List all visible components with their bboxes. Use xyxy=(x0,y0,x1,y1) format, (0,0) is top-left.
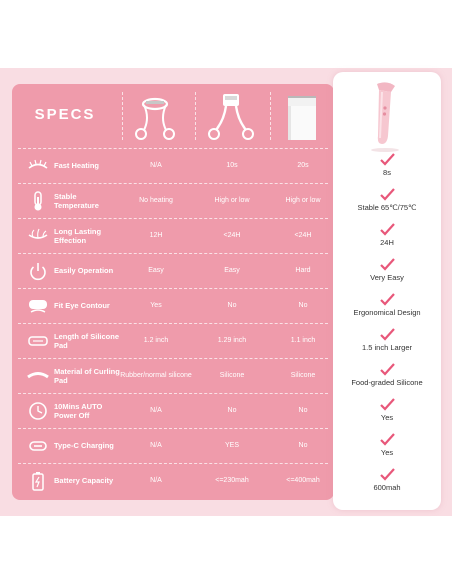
check-icon xyxy=(379,397,395,411)
row-label: Battery Capacity xyxy=(54,476,114,485)
table-cell: Rubber/normal silicone xyxy=(120,371,192,379)
check-icon xyxy=(379,327,395,341)
check-icon xyxy=(379,187,395,201)
table-cell: High or low xyxy=(214,196,250,204)
featured-row xyxy=(333,362,441,397)
column-divider xyxy=(195,92,196,140)
table-row xyxy=(12,358,334,393)
table-cell: <24H xyxy=(223,231,241,239)
table-cell: 1.2 inch xyxy=(143,336,169,344)
specs-heading: SPECS xyxy=(34,106,96,123)
featured-row xyxy=(333,467,441,502)
featured-row xyxy=(333,187,441,222)
table-cell: No xyxy=(227,406,237,414)
row-label: Type-C Charging xyxy=(54,441,114,450)
featured-value: 1.5 inch Larger xyxy=(361,343,413,352)
manual-curler-image xyxy=(124,90,186,144)
table-cell: <24H xyxy=(294,231,312,239)
table-row xyxy=(12,463,334,498)
row-label: Material of Curling Pad xyxy=(54,366,120,385)
table-cell: YES xyxy=(224,441,239,449)
row-label: Fit Eye Contour xyxy=(54,301,110,310)
table-cell: N/A xyxy=(150,406,162,414)
table-cell: High or low xyxy=(285,196,321,204)
check-icon xyxy=(379,292,395,306)
table-cell: 10s xyxy=(226,161,238,169)
table-cell: Easy xyxy=(148,266,164,274)
table-cell: 1.1 inch xyxy=(290,336,316,344)
usb-c-icon xyxy=(26,436,50,456)
featured-row xyxy=(333,222,441,257)
table-cell: No xyxy=(298,441,308,449)
row-label: 10Mins AUTO Power Off xyxy=(54,401,103,420)
row-label: Stable Temperature xyxy=(54,191,99,210)
table-row xyxy=(12,323,334,358)
featured-value: 8s xyxy=(383,168,391,177)
auto-off-icon xyxy=(26,401,50,421)
check-icon xyxy=(379,222,395,236)
featured-row xyxy=(333,152,441,187)
eye-contour-icon xyxy=(26,296,50,316)
pad-curler-image xyxy=(200,90,262,144)
table-cell: Silicone xyxy=(290,371,316,379)
table-header xyxy=(12,84,334,148)
featured-row xyxy=(333,292,441,327)
table-cell: Silicone xyxy=(219,371,245,379)
table-cell: Easy xyxy=(224,266,240,274)
table-row xyxy=(12,253,334,288)
table-cell: No xyxy=(298,301,308,309)
check-icon xyxy=(379,362,395,376)
eyelash-icon xyxy=(26,156,50,176)
thermometer-icon xyxy=(26,191,50,211)
table-cell: N/A xyxy=(150,441,162,449)
top-band xyxy=(0,0,452,68)
table-cell: 20s xyxy=(297,161,309,169)
power-button-icon xyxy=(26,261,50,281)
featured-row xyxy=(333,432,441,467)
row-label: Fast Heating xyxy=(54,161,100,170)
featured-value: Very Easy xyxy=(370,273,404,282)
check-icon xyxy=(379,432,395,446)
featured-row xyxy=(333,397,441,432)
bottom-band xyxy=(0,516,452,584)
column-divider xyxy=(270,92,271,140)
table-cell: Yes xyxy=(150,301,162,309)
table-row xyxy=(12,183,334,218)
featured-row xyxy=(333,327,441,362)
row-label: Easily Operation xyxy=(54,266,114,275)
table-cell: N/A xyxy=(150,476,162,484)
table-cell: Hard xyxy=(295,266,311,274)
featured-curler-image xyxy=(361,78,413,158)
table-cell: 1.29 inch xyxy=(217,336,247,344)
table-cell: <=230mah xyxy=(215,476,249,484)
table-row xyxy=(12,218,334,253)
featured-product-card xyxy=(333,72,441,510)
featured-value: 24H xyxy=(380,238,394,247)
curling-pad-icon xyxy=(26,366,50,386)
table-cell: <=400mah xyxy=(286,476,320,484)
comparison-table xyxy=(12,84,334,500)
battery-icon xyxy=(26,471,50,491)
table-cell: 12H xyxy=(149,231,163,239)
table-row xyxy=(12,428,334,463)
check-icon xyxy=(379,467,395,481)
check-icon xyxy=(379,152,395,166)
table-cell: N/A xyxy=(150,161,162,169)
featured-value: Stable 65℃/75℃ xyxy=(357,203,417,212)
featured-value: Ergonomical Design xyxy=(353,308,421,317)
row-label: Long Lasting Effection xyxy=(54,226,102,245)
featured-value: Food-graded Silicone xyxy=(351,378,423,387)
table-cell: No heating xyxy=(139,196,173,204)
featured-value: 600mah xyxy=(373,483,401,492)
pad-length-icon xyxy=(26,331,50,351)
featured-value: Yes xyxy=(380,413,394,422)
table-cell: No xyxy=(298,406,308,414)
comb-curler-image xyxy=(271,90,333,144)
featured-value: Yes xyxy=(380,448,394,457)
check-icon xyxy=(379,257,395,271)
row-label: Length of Silicone Pad xyxy=(54,331,119,350)
table-row xyxy=(12,148,334,183)
column-divider xyxy=(122,92,123,140)
featured-row xyxy=(333,257,441,292)
eyelash-curl-icon xyxy=(26,226,50,246)
table-cell: No xyxy=(227,301,237,309)
table-row xyxy=(12,393,334,428)
table-row xyxy=(12,288,334,323)
